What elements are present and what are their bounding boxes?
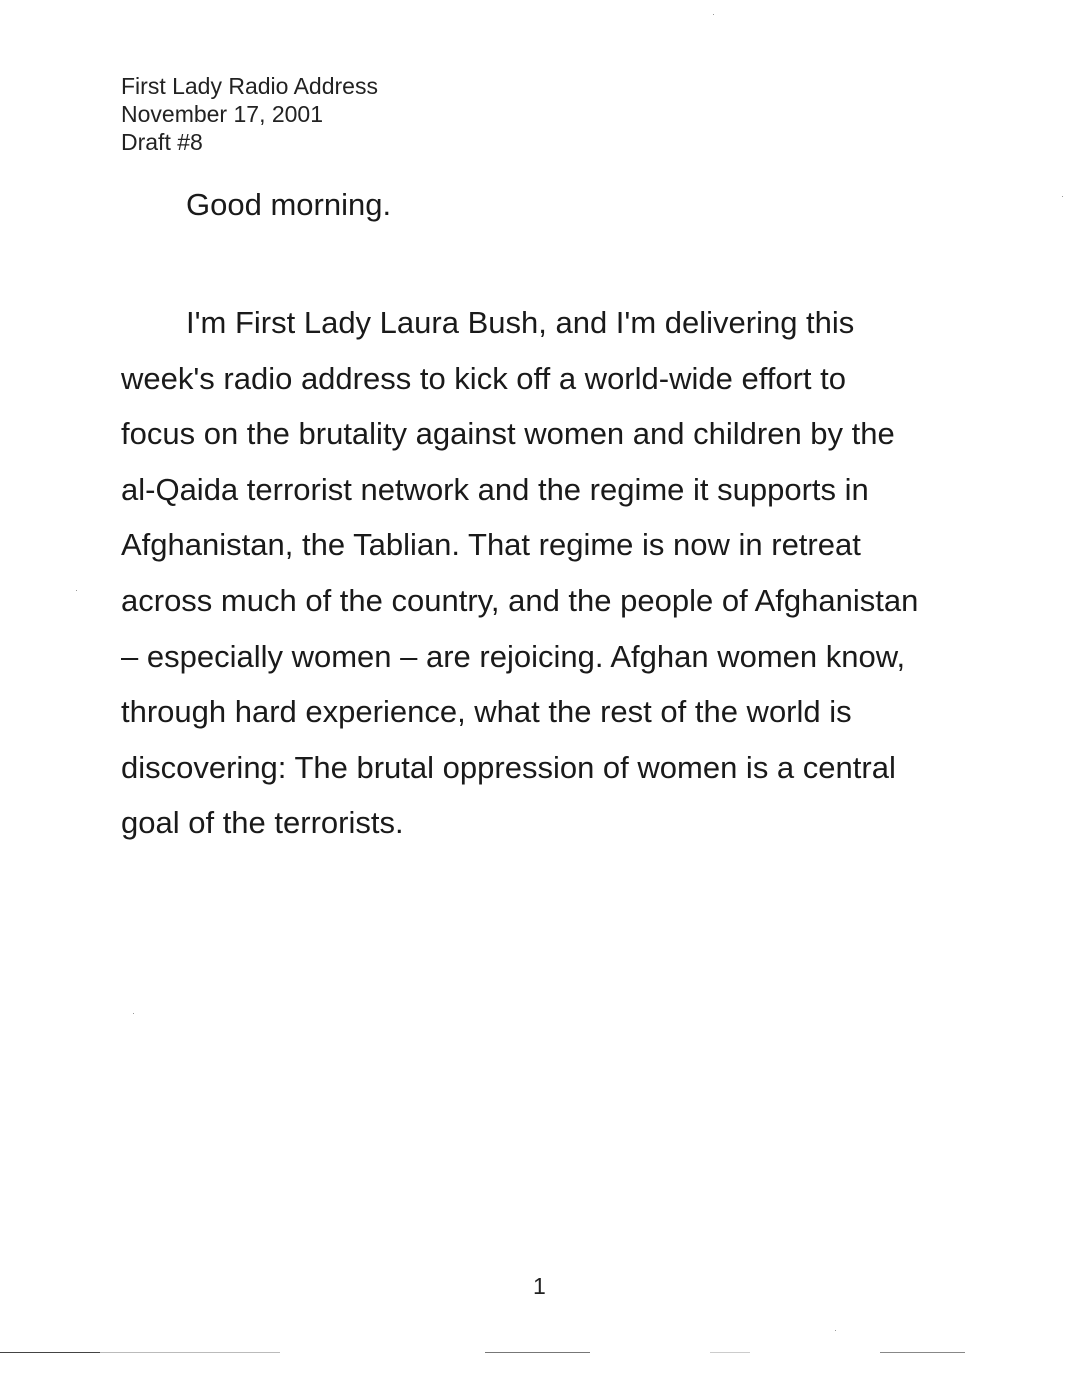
scan-artifact-line <box>100 1352 280 1353</box>
body-line: week's radio address to kick off a world-wide effort to <box>121 360 847 396</box>
header-draft: Draft #8 <box>121 129 203 155</box>
body-line: al-Qaida terrorist network and the regime it supports in <box>121 471 869 507</box>
scan-artifact-line <box>0 1352 100 1353</box>
scan-artifact-line <box>485 1352 590 1353</box>
header-date: November 17, 2001 <box>121 101 324 127</box>
page-number: 1 <box>533 1273 546 1299</box>
body-line: through hard experience, what the rest of the world is <box>121 694 852 730</box>
body-line: focus on the brutality against women and children by the <box>121 416 895 452</box>
body-line: I'm First Lady Laura Bush, and I'm delivering this <box>186 305 855 340</box>
scan-artifact-dot <box>1062 196 1063 197</box>
body-line: goal of the terrorists. <box>121 805 404 841</box>
scan-artifact-dot <box>835 1330 836 1331</box>
body-paragraph <box>121 295 971 851</box>
scan-artifact-dot <box>76 590 77 591</box>
scan-artifact-dot <box>713 14 714 15</box>
document-header <box>121 72 378 156</box>
body-line: Afghanistan, the Tablian. That regime is now in retreat <box>121 527 861 563</box>
body-line: across much of the country, and the people of Afghanistan <box>121 582 919 618</box>
scan-artifact-line <box>880 1352 965 1353</box>
body-line: discovering: The brutal oppression of women is a central <box>121 749 896 785</box>
scan-artifact-line <box>710 1352 750 1353</box>
scan-artifact-dot <box>133 1013 134 1014</box>
body-line: – especially women – are rejoicing. Afghan women know, <box>121 638 906 674</box>
greeting-paragraph: Good morning. <box>186 187 392 222</box>
header-title: First Lady Radio Address <box>121 73 378 99</box>
